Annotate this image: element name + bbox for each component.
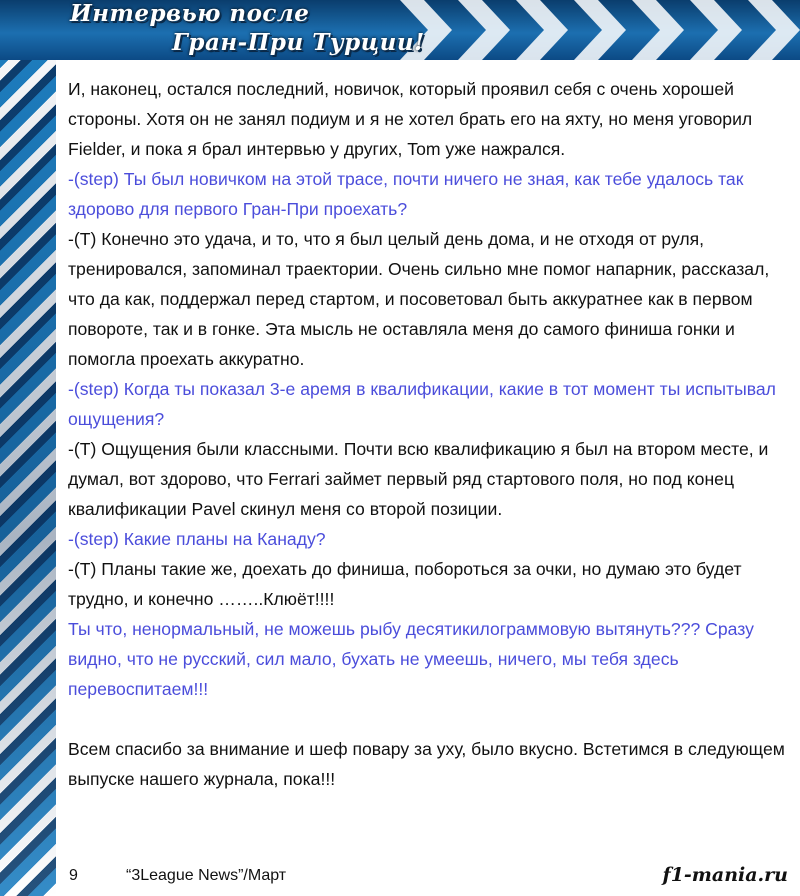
interview-answer: -(Т) Конечно это удача, и то, что я был целый день дома, и не отходя от руля, тренировался, запоминал траектории. Очень сильно мне помог напарник, рассказал, что да как, поддержал перед стартом, и посоветовал быть аккуратнее как в первом повороте, так и в гонке. Эта мысль не оставляла меня до самого финиша гонки и помогла проехать аккуратно. [68,229,770,369]
interview-question: -(step) Когда ты показал 3-е аремя в квалификации, какие в тот момент ты испытывал ощущения? [68,379,776,429]
interviewer-remark: Ты что, ненормальный, не можешь рыбу десятикилограммовую вытянуть??? Сразу видно, что не русский, сил мало, бухать не умеешь, ничего, мы тебя здесь перевоспитаем!!! [68,619,754,699]
article-body [68,74,796,794]
issue-label: “3League News”/Март [126,867,287,884]
article-paragraph: И, наконец, остался последний, новичок, который проявил себя с очень хорошей стороны. Хотя он не занял подиум и я не хотел брать его на яхту, но меня уговорил Fielder, и пока я брал интервью у других, Tom уже нажрался. [68,79,753,159]
interview-question: -(step) Какие планы на Канаду? [68,529,326,549]
interview-question: -(step) Ты был новичком на этой трасе, почти ничего не зная, как тебе удалось так здорово для первого Гран-При проехать? [68,169,744,219]
header-title-line-1: Интервью после [70,0,310,27]
page-number: 9 [69,867,78,884]
page-header-banner [0,0,800,60]
paragraph-spacer [68,704,796,734]
interview-answer: -(Т) Планы такие же, доехать до финиша, побороться за очки, но думаю это будет трудно, и конечно ……..Клюёт!!!! [68,559,742,609]
interview-answer: -(Т) Ощущения были классными. Почти всю квалификацию я был на втором месте, и думал, вот здорово, что Ferrari займет первый ряд стартового поля, но под конец квалификации Pavel скинул меня со второй позиции. [68,439,769,519]
content-area [56,60,800,896]
left-stripe-decoration [0,0,56,896]
header-title-line-2: Гран-При Турции! [172,29,425,56]
chevron-arrows-decoration [380,0,800,60]
closing-paragraph: Всем спасибо за внимание и шеф повару за уху, было вкусно. Встетимся в следующем выпуске нашего журнала, пока!!! [68,739,785,789]
site-logo-text: f1-mania.ru [662,864,788,886]
page-footer [56,860,800,890]
